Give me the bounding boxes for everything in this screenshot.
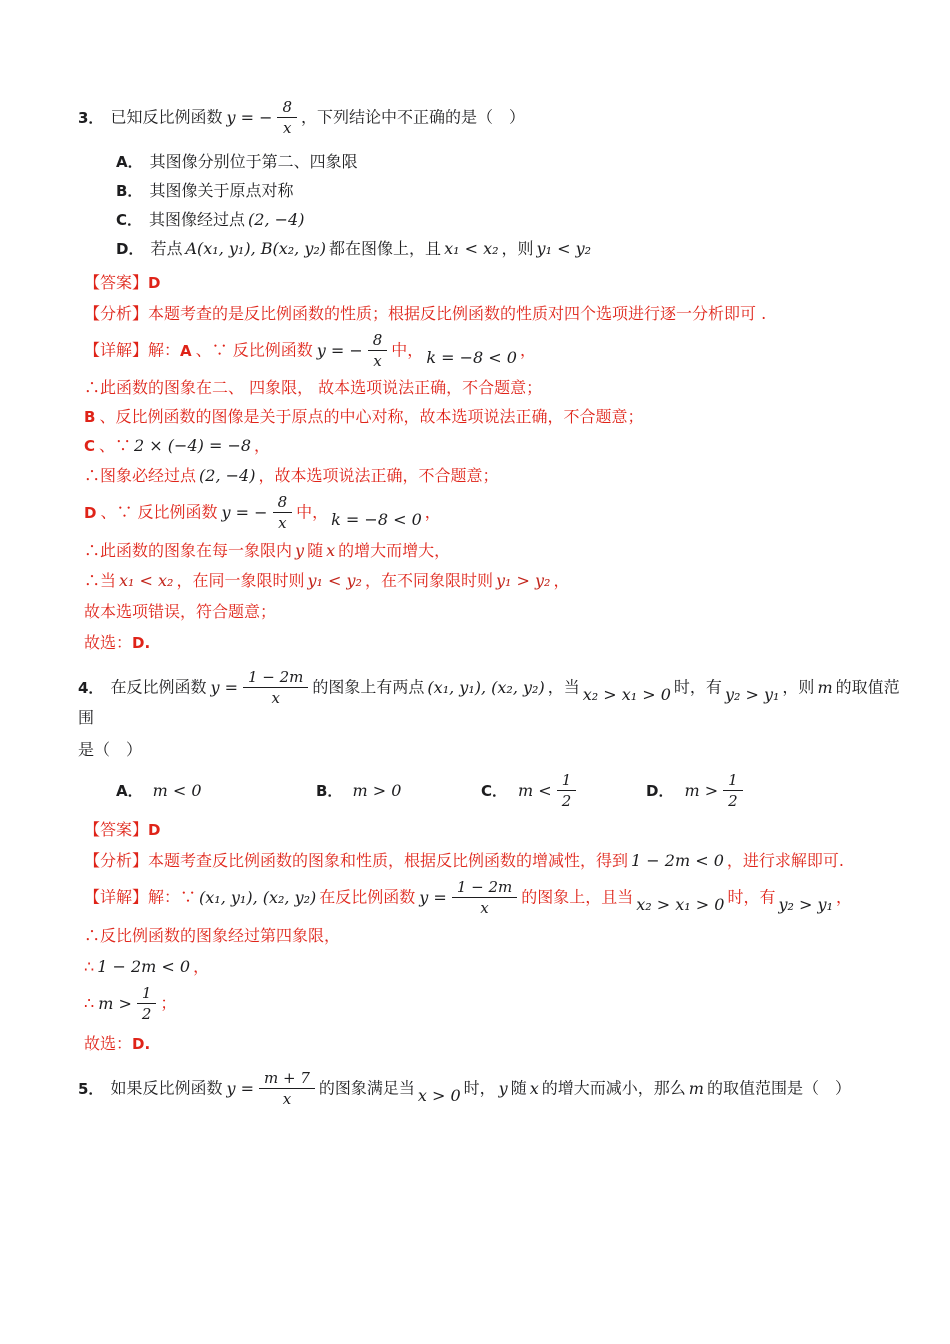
text-run: 在反比例函数 bbox=[319, 887, 416, 907]
question-5-stem bbox=[78, 1069, 910, 1108]
question-4-option-d bbox=[646, 771, 747, 810]
label-run: 5． bbox=[78, 1079, 104, 1098]
math-run: x > 0 bbox=[417, 1085, 461, 1105]
math-fraction-stack bbox=[723, 771, 743, 810]
math-run: x₁ < x₂ bbox=[119, 571, 174, 590]
question-4-stem-2 bbox=[78, 739, 910, 761]
text-run: 其图像关于原点对称 bbox=[149, 181, 294, 200]
text-run: ，则 bbox=[782, 677, 815, 697]
fraction-denominator: x bbox=[271, 689, 280, 707]
text-run: 的取值范围 bbox=[78, 677, 900, 727]
text-run: 【详解】解： bbox=[84, 340, 181, 360]
text-run: ∴当 bbox=[84, 571, 117, 590]
question-4-detail-3 bbox=[84, 956, 910, 978]
text-run: 【分析】本题考查的是反比例函数的性质；根据反比例函数的性质对四个选项进行逐一分析即可 . bbox=[84, 304, 767, 323]
text-run: ，故本选项说法正确，不合题意； bbox=[258, 466, 499, 485]
math-fraction-stack bbox=[452, 878, 517, 917]
math-fraction-pre: y = bbox=[226, 1078, 254, 1098]
text-run: ， bbox=[835, 887, 852, 907]
text-run: 的图象上，且当 bbox=[521, 887, 634, 907]
label-run: A． bbox=[116, 153, 143, 171]
question-3-option-d bbox=[116, 238, 890, 260]
label-run: D. bbox=[132, 634, 151, 652]
fraction-numerator: 1 − 2m bbox=[243, 668, 308, 688]
option-letter: C． bbox=[481, 781, 508, 800]
math-fraction-pre: m > bbox=[684, 780, 719, 800]
fraction-numerator: 1 − 2m bbox=[452, 878, 517, 898]
text-run: ∴ bbox=[84, 957, 95, 976]
text-run: 的增大而减小，那么 bbox=[541, 1078, 686, 1098]
math-fraction-pre: y = bbox=[210, 677, 238, 697]
math-run: (2, −4) bbox=[248, 210, 305, 229]
text-run: ， bbox=[519, 340, 536, 360]
question-3-option-c bbox=[116, 209, 890, 231]
label-run: B bbox=[84, 408, 96, 426]
fraction-denominator: x bbox=[278, 514, 287, 532]
math-fraction bbox=[226, 1069, 314, 1108]
text-run: 、反比例函数的图像是关于原点的中心对称，故本选项说法正确，不合题意； bbox=[99, 407, 644, 426]
text-run: 若点 bbox=[150, 239, 183, 258]
text-run: 其图像分别位于第二、四象限 bbox=[149, 152, 358, 171]
label-run: 4． bbox=[78, 678, 104, 697]
fraction-denominator: 2 bbox=[141, 1005, 152, 1023]
label-run: B． bbox=[116, 182, 143, 200]
question-4-detail-2 bbox=[84, 925, 910, 947]
text-run: 是（ ） bbox=[78, 740, 143, 759]
math-fraction-pre: y = − bbox=[221, 502, 268, 522]
math-run: y bbox=[498, 1078, 508, 1098]
math-run: (x₁, y₁), (x₂, y₂) bbox=[199, 887, 317, 907]
fraction-numerator: 1 bbox=[557, 771, 577, 791]
text-run: ，在同一象限时则 bbox=[176, 571, 305, 590]
question-3-detail-8 bbox=[84, 570, 910, 592]
text-run: ， bbox=[254, 436, 271, 455]
math-run: m > 0 bbox=[352, 780, 402, 800]
math-run: y₁ < y₂ bbox=[536, 239, 592, 258]
math-fraction-stack bbox=[557, 771, 577, 810]
math-fraction bbox=[98, 984, 156, 1023]
fraction-denominator: 2 bbox=[561, 792, 572, 810]
question-3-detail-10 bbox=[84, 632, 910, 654]
label-run: D bbox=[84, 503, 97, 522]
math-fraction-stack bbox=[243, 668, 308, 707]
question-3-detail-9 bbox=[84, 601, 910, 623]
fraction-numerator: 8 bbox=[368, 331, 388, 351]
question-3-option-b bbox=[116, 180, 890, 202]
math-run: y₂ > y₁ bbox=[724, 684, 780, 704]
text-run: 已知反比例函数 bbox=[110, 107, 223, 127]
option-letter: A． bbox=[116, 781, 143, 800]
question-4-option-a bbox=[116, 780, 316, 802]
math-run: y bbox=[295, 541, 305, 560]
label-run: A bbox=[180, 341, 192, 360]
math-run: x bbox=[326, 541, 336, 560]
math-fraction bbox=[419, 878, 517, 917]
math-run: k = −8 < 0 bbox=[426, 347, 517, 367]
question-4-stem bbox=[78, 668, 910, 729]
math-run: y₁ < y₂ bbox=[307, 571, 362, 590]
fraction-denominator: 2 bbox=[728, 792, 738, 810]
fraction-denominator: x bbox=[282, 1090, 292, 1108]
text-run: ，在不同象限时则 bbox=[364, 571, 493, 590]
fraction-denominator: x bbox=[283, 119, 292, 137]
math-fraction-pre: m > bbox=[98, 993, 132, 1013]
text-run: ∴此函数的图象在二、 四象限， 故本选项说法正确，不合题意； bbox=[84, 378, 543, 397]
text-run: 【答案】 bbox=[84, 273, 149, 292]
math-run: 2 × (−4) = −8 bbox=[134, 436, 252, 455]
math-run: x₁ < x₂ bbox=[444, 239, 499, 258]
fraction-denominator: x bbox=[480, 899, 489, 917]
text-run: ， bbox=[424, 502, 441, 522]
math-run: (2, −4) bbox=[199, 466, 256, 485]
math-fraction bbox=[222, 493, 293, 532]
question-3-option-a bbox=[116, 151, 890, 173]
math-fraction-stack bbox=[137, 984, 157, 1023]
question-3-analysis bbox=[84, 303, 910, 325]
text-run: 其图像经过点 bbox=[149, 210, 246, 229]
question-3-detail-5 bbox=[84, 465, 910, 487]
math-run: 1 − 2m < 0 bbox=[97, 957, 191, 976]
question-3-detail-2 bbox=[84, 377, 910, 399]
text-run: 【答案】 bbox=[84, 820, 149, 839]
text-run: 【分析】本题考查反比例函数的图象和性质，根据反比例函数的增减性，得到 bbox=[84, 851, 629, 870]
math-fraction-stack bbox=[277, 98, 297, 137]
math-fraction-stack bbox=[259, 1069, 315, 1108]
math-run: k = −8 < 0 bbox=[331, 509, 422, 529]
math-fraction bbox=[226, 98, 297, 137]
text-run: 故本选项错误，符合题意； bbox=[84, 602, 277, 621]
text-run: ∴图象必经过点 bbox=[84, 466, 197, 485]
text-run: 在反比例函数 bbox=[110, 677, 207, 697]
question-3-detail-7 bbox=[84, 540, 910, 562]
question-4-analysis bbox=[84, 850, 910, 872]
fraction-numerator: 8 bbox=[277, 98, 297, 118]
option-letter: B． bbox=[316, 781, 343, 800]
question-4-answer bbox=[84, 819, 910, 841]
math-run: x₂ > x₁ > 0 bbox=[636, 894, 725, 914]
text-run: ； bbox=[160, 993, 177, 1013]
text-run: ∴反比例函数的图象经过第四象限， bbox=[84, 926, 341, 945]
text-run: 时，有 bbox=[673, 677, 722, 697]
math-fraction bbox=[518, 771, 576, 810]
question-3-stem bbox=[78, 98, 910, 137]
question-3-detail-1 bbox=[84, 331, 910, 370]
text-run: ， bbox=[193, 957, 210, 976]
text-run: ， bbox=[553, 571, 570, 590]
math-run: m < 0 bbox=[152, 780, 202, 800]
text-run: ，下列结论中不正确的是（ ） bbox=[301, 107, 526, 127]
fraction-numerator: m + 7 bbox=[259, 1069, 315, 1089]
fraction-numerator: 1 bbox=[723, 771, 743, 791]
math-fraction-pre: m < bbox=[518, 780, 552, 800]
text-run: 中， bbox=[296, 502, 329, 522]
text-run: 故选： bbox=[84, 1034, 133, 1053]
text-run: 的图象上有两点 bbox=[312, 677, 425, 697]
text-run: 如果反比例函数 bbox=[110, 1078, 223, 1098]
math-fraction bbox=[317, 331, 388, 370]
question-4-detail-5 bbox=[84, 1033, 910, 1055]
math-fraction bbox=[684, 771, 742, 810]
fraction-numerator: 8 bbox=[273, 493, 293, 513]
math-run: m bbox=[817, 677, 833, 697]
question-4-detail-1 bbox=[84, 878, 910, 917]
text-run: 中， bbox=[391, 340, 424, 360]
math-fraction-pre: y = − bbox=[316, 340, 363, 360]
math-fraction-pre: y = − bbox=[226, 107, 273, 127]
math-run: 1 − 2m < 0 bbox=[631, 851, 724, 870]
label-run: C． bbox=[116, 211, 143, 229]
math-fraction-pre: y = bbox=[419, 887, 447, 907]
math-run: x bbox=[529, 1078, 539, 1098]
option-letter: D． bbox=[646, 781, 674, 800]
question-3-answer bbox=[84, 272, 910, 294]
fraction-numerator: 1 bbox=[137, 984, 157, 1004]
question-4-option-b bbox=[316, 780, 481, 802]
label-run: D bbox=[148, 274, 161, 292]
label-run: 3． bbox=[78, 108, 104, 127]
question-4-options bbox=[116, 771, 890, 810]
text-run: 时，有 bbox=[727, 887, 776, 907]
text-run: 【详解】解：∵ bbox=[84, 887, 197, 907]
math-fraction-stack bbox=[273, 493, 293, 532]
text-run: 、∵ 反比例函数 bbox=[195, 340, 313, 360]
text-run: ，当 bbox=[547, 677, 580, 697]
text-run: ，则 bbox=[501, 239, 534, 258]
text-run: 故选： bbox=[84, 633, 133, 652]
question-4-detail-4 bbox=[84, 984, 910, 1023]
text-run: 的图象满足当 bbox=[318, 1078, 415, 1098]
text-run: 随 bbox=[510, 1078, 527, 1098]
label-run: D． bbox=[116, 240, 144, 258]
question-3-detail-6 bbox=[84, 493, 910, 532]
text-run: 都在图像上，且 bbox=[329, 239, 442, 258]
text-run: 、∵ 反比例函数 bbox=[100, 502, 218, 522]
math-run: y₁ > y₂ bbox=[495, 571, 551, 590]
question-3-detail-3 bbox=[84, 406, 910, 428]
question-3-detail-4 bbox=[84, 435, 910, 457]
text-run: 的增大而增大， bbox=[338, 541, 451, 560]
math-run: A(x₁, y₁), B(x₂, y₂) bbox=[185, 239, 327, 258]
label-run: D. bbox=[132, 1035, 151, 1053]
fraction-denominator: x bbox=[373, 352, 382, 370]
math-run: y₂ > y₁ bbox=[778, 894, 833, 914]
math-run: (x₁, y₁), (x₂, y₂) bbox=[427, 677, 545, 697]
math-run: x₂ > x₁ > 0 bbox=[582, 684, 671, 704]
text-run: 随 bbox=[307, 541, 324, 560]
label-run: C bbox=[84, 437, 96, 455]
text-run: 的取值范围是（ ） bbox=[706, 1078, 851, 1098]
math-fraction bbox=[210, 668, 308, 707]
label-run: D bbox=[148, 821, 161, 839]
text-run: ∴此函数的图象在每一象限内 bbox=[84, 541, 293, 560]
question-4-option-c bbox=[481, 771, 646, 810]
math-run: m bbox=[688, 1078, 704, 1098]
text-run: 、∵ bbox=[99, 436, 132, 455]
text-run: 时， bbox=[463, 1078, 496, 1098]
text-run: ，进行求解即可. bbox=[726, 851, 844, 870]
math-fraction-stack bbox=[368, 331, 388, 370]
text-run: ∴ bbox=[84, 993, 95, 1013]
